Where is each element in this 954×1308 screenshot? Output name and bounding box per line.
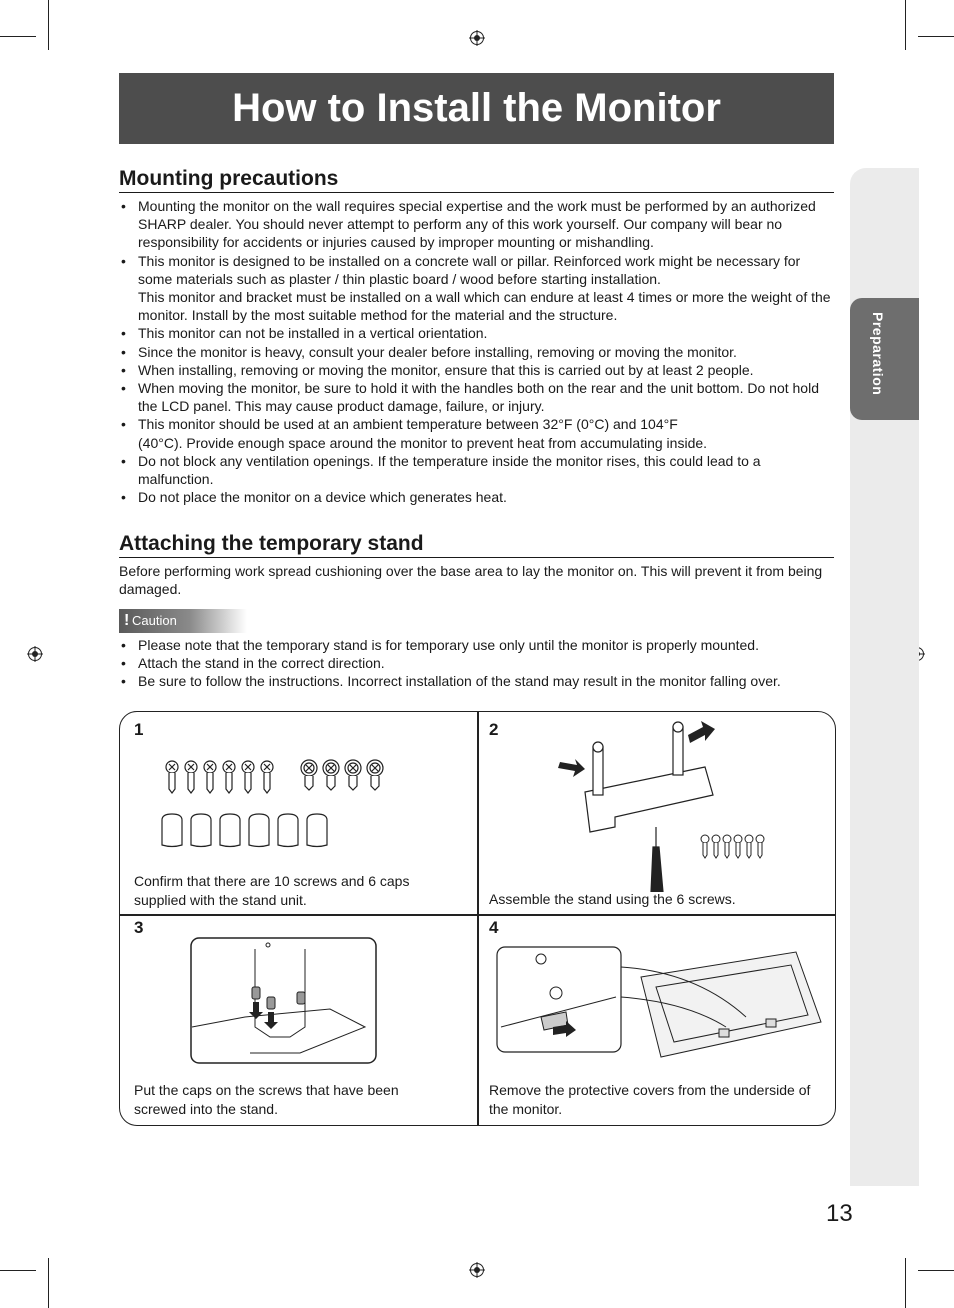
side-tab-label: Preparation: [870, 312, 886, 396]
list-item: • Attach the stand in the correct direction.: [119, 654, 837, 672]
step-1-number: 1: [134, 720, 144, 739]
crop-mark: [48, 0, 49, 36]
stand-assembly-illustration: [555, 717, 775, 892]
step-4-number: 4: [489, 918, 499, 937]
list-item: • Please note that the temporary stand is for temporary use only until the monitor is properly mounted.: [119, 636, 837, 654]
crop-mark: [48, 36, 49, 50]
registration-mark-icon: [469, 30, 485, 46]
list-item: • Do not block any ventilation openings. If the temperature inside the monitor rises, this could lead to a malfunction.: [119, 452, 837, 488]
crop-mark: [905, 0, 906, 50]
exclamation-icon: !: [124, 612, 130, 629]
divider: [120, 914, 835, 916]
step-1-text: Confirm that there are 10 screws and 6 caps supplied with the stand unit.: [134, 873, 410, 908]
caution-badge: [119, 609, 247, 633]
remove-covers-illustration: [496, 937, 826, 1067]
step-2-number: 2: [489, 720, 499, 739]
divider: [477, 712, 479, 1125]
screws-and-caps-illustration: [160, 757, 400, 852]
crop-mark: [0, 1270, 36, 1271]
crop-mark: [0, 36, 36, 37]
page-number: 13: [826, 1200, 853, 1227]
list-item: • When moving the monitor, be sure to hold it with the handles both on the rear and the unit bottom. Do not hold the LCD panel. This may cause product damage, failure, or injury.: [119, 379, 837, 415]
temporary-stand-heading: Attaching the temporary stand: [119, 532, 834, 558]
registration-mark-icon: [469, 1262, 485, 1278]
list-item: • This monitor can not be installed in a vertical orientation.: [119, 324, 837, 342]
crop-mark: [918, 1270, 954, 1271]
mounting-precautions-list: [119, 197, 837, 506]
steps-panel: [119, 711, 836, 1126]
list-item: • Do not place the monitor on a device which generates heat.: [119, 488, 837, 506]
step-3-text: Put the caps on the screws that have been screwed into the stand.: [134, 1082, 399, 1117]
step-3-number: 3: [134, 918, 144, 937]
step-4-text: Remove the protective covers from the underside of the monitor.: [489, 1082, 811, 1117]
caution-label: Caution: [132, 613, 177, 628]
list-item: • Be sure to follow the instructions. Incorrect installation of the stand may result in the monitor falling over.: [119, 672, 837, 690]
step-2-text: Assemble the stand using the 6 screws.: [489, 891, 736, 907]
list-item: • When installing, removing or moving the monitor, ensure that this is carried out by at least 2 people.: [119, 361, 837, 379]
mounting-precautions-heading: Mounting precautions: [119, 167, 834, 193]
registration-mark-icon: [27, 646, 43, 662]
list-item-continuation: (40°C). Provide enough space around the monitor to prevent heat from accumulating inside.: [138, 434, 708, 451]
list-item: • Since the monitor is heavy, consult your dealer before installing, removing or moving the monitor.: [119, 343, 837, 361]
crop-mark: [918, 36, 954, 37]
caps-on-screws-illustration: [190, 937, 378, 1065]
list-item: • This monitor is designed to be installed on a concrete wall or pillar. Reinforced work might be necessary for some materials such as plaster / thin plastic board / wood before starting installation. This monitor and bracket must be installed on a wall which can endure at least 4 times or more the weight of the monitor. Install by the most suitable method for the material and the structure.: [119, 252, 837, 325]
crop-mark: [48, 1258, 49, 1308]
crop-mark: [905, 1258, 906, 1308]
list-item-continuation: This monitor and bracket must be installed on a wall which can endure at least 4 times or more the weight of the monitor. Install by the most suitable method for the material and the structure.: [138, 289, 831, 324]
list-item: • Mounting the monitor on the wall requires special expertise and the work must be performed by an authorized SHARP dealer. You should never attempt to perform any of this work yourself. Our company will bear no responsibility for accidents or injuries caused by improper mounting or mishandling.: [119, 197, 837, 252]
caution-list: [119, 636, 837, 691]
page-title: How to Install the Monitor: [119, 73, 834, 144]
temporary-stand-intro: Before performing work spread cushioning over the base area to lay the monitor on. This will prevent it from being damaged.: [119, 563, 823, 598]
list-item: • This monitor should be used at an ambient temperature between 32°F (0°C) and 104°F (40°C). Provide enough space around the monitor to prevent heat from accumulating inside.: [119, 415, 837, 451]
